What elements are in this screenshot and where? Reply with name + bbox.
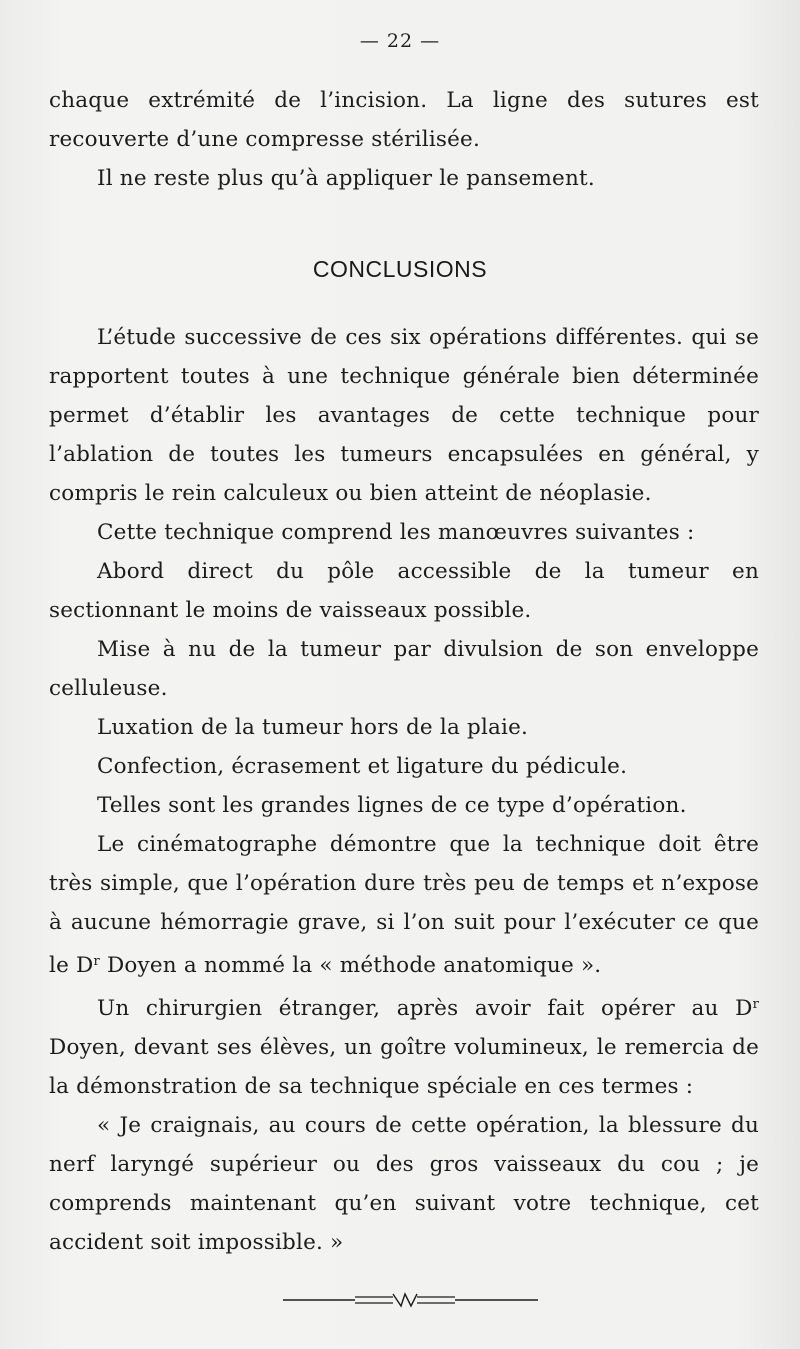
doctor-abbrev: D bbox=[735, 996, 753, 1021]
paragraph-outline: Telles sont les grandes lignes de ce type d’opération. bbox=[97, 793, 687, 818]
paragraph-technique: Cette technique comprend les manœuvres suivantes : bbox=[97, 520, 695, 545]
cinematograph-text: Le cinématographe démontre que la technique doit être très simple, que l’opération dure très peu de temps et n’expose à aucune hémorragie grave, si l’on suit pour l’exécuter ce que le bbox=[49, 832, 759, 978]
end-ornament bbox=[283, 1290, 538, 1310]
paragraph-approach: Abord direct du pôle accessible de la tumeur en sectionnant le moins de vaisseaux possible. bbox=[49, 559, 759, 623]
paragraph-dressing: Il ne reste plus qu’à appliquer le pansement. bbox=[97, 166, 595, 191]
conclusions-text bbox=[49, 318, 759, 1262]
doctor-abbrev-sup: r bbox=[752, 997, 759, 1012]
doctor-abbrev-sup: r bbox=[93, 954, 100, 969]
paragraph-cinematograph bbox=[49, 825, 759, 985]
paragraph-continuation: chaque extrémité de l’incision. La ligne des sutures est recouverte d’une compresse stérilisée. bbox=[49, 88, 759, 152]
paragraph-quote: « Je craignais, au cours de cette opération, la blessure du nerf laryngé supérieur ou des gros vaisseaux du cou ; je comprends maintenant qu’en suivant votre technique, cet accident soit impossible. » bbox=[49, 1113, 759, 1255]
paragraph-pedicle: Confection, écrasement et ligature du pédicule. bbox=[97, 754, 628, 779]
paragraph-study: L’étude successive de ces six opérations différentes. qui se rapportent toutes à une technique générale bien déterminée permet d’établir les avantages de cette technique pour l’ablation de toutes les tumeurs encapsulées en général, y compris le rein calculeux ou bien atteint de néoplasie. bbox=[49, 325, 759, 506]
surgeon-thanks-text: Doyen, devant ses élèves, un goître volumineux, le remercia de la démonstration de sa technique spéciale en ces termes : bbox=[49, 1035, 759, 1099]
section-heading: CONCLUSIONS bbox=[312, 256, 488, 282]
paragraph-luxation: Luxation de la tumeur hors de la plaie. bbox=[97, 715, 529, 740]
paragraph-exposure: Mise à nu de la tumeur par divulsion de son enveloppe celluleuse. bbox=[49, 637, 759, 701]
method-text: Doyen a nommé la « méthode anatomique ». bbox=[99, 953, 602, 978]
page-number: — 22 — bbox=[359, 30, 441, 52]
opening-text bbox=[49, 81, 759, 198]
surgeon-text: Un chirurgien étranger, après avoir fait opérer au bbox=[97, 996, 719, 1021]
paragraph-surgeon bbox=[49, 985, 759, 1106]
doctor-abbrev: D bbox=[76, 953, 94, 978]
